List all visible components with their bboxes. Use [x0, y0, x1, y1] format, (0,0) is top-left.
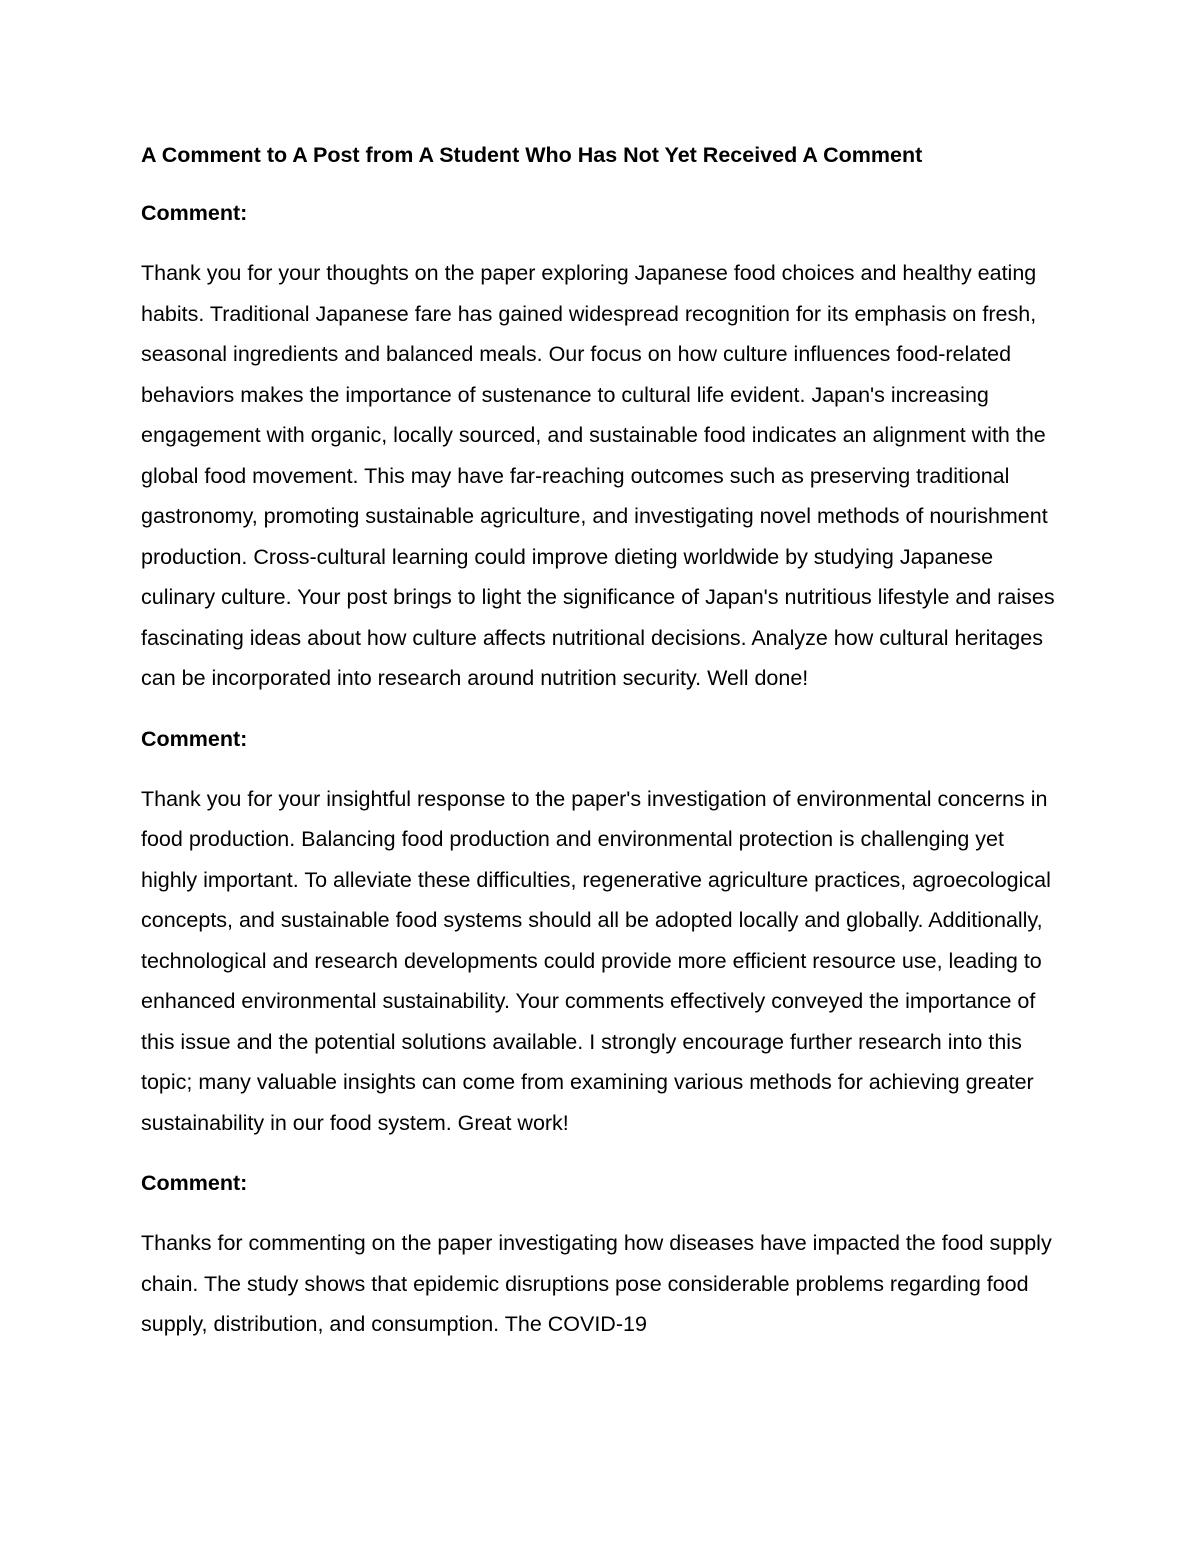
comment-section-2 [141, 724, 1059, 1144]
comment-section-3 [141, 1168, 1059, 1345]
comment-heading: Comment: [141, 1171, 248, 1195]
comment-section-1 [141, 198, 1059, 699]
document-title: A Comment to A Post from A Student Who Has Not Yet Received A Comment [141, 143, 923, 167]
comment-body: Thank you for your insightful response to the paper's investigation of environmental concerns in food production. Balancing food production and environmental protection is challenging yet highly important. To alleviate these difficulties, regenerative agriculture practices, agroecological concepts, and sustainable food systems should all be adopted locally and globally. Additionally, technological and research developments could provide more efficient resource use, leading to enhanced environmental sustainability. Your comments effectively conveyed the importance of this issue and the potential solutions available. I strongly encourage further research into this topic; many valuable insights can come from examining various methods for achieving greater sustainability in our food system. Great work! [141, 786, 1051, 1135]
comment-body: Thank you for your thoughts on the paper exploring Japanese food choices and healthy eating habits. Traditional Japanese fare has gained widespread recognition for its emphasis on fresh, seasonal ingredients and balanced meals. Our focus on how culture influences food-related behaviors makes the importance of sustenance to cultural life evident. Japan's increasing engagement with organic, locally sourced, and sustainable food indicates an alignment with the global food movement. This may have far-reaching outcomes such as preserving traditional gastronomy, promoting sustainable agriculture, and investigating novel methods of nourishment production. Cross-cultural learning could improve dieting worldwide by studying Japanese culinary culture. Your post brings to light the significance of Japan's nutritious lifestyle and raises fascinating ideas about how culture affects nutritional decisions. Analyze how cultural heritages can be incorporated into research around nutrition security. Well done! [141, 261, 1055, 690]
comment-heading: Comment: [141, 201, 248, 225]
comment-body: Thanks for commenting on the paper investigating how diseases have impacted the food supply chain. The study shows that epidemic disruptions pose considerable problems regarding food supply, distribution, and consumption. The COVID-19 [141, 1231, 1052, 1336]
comment-heading: Comment: [141, 726, 248, 751]
document-page [141, 140, 1059, 1370]
